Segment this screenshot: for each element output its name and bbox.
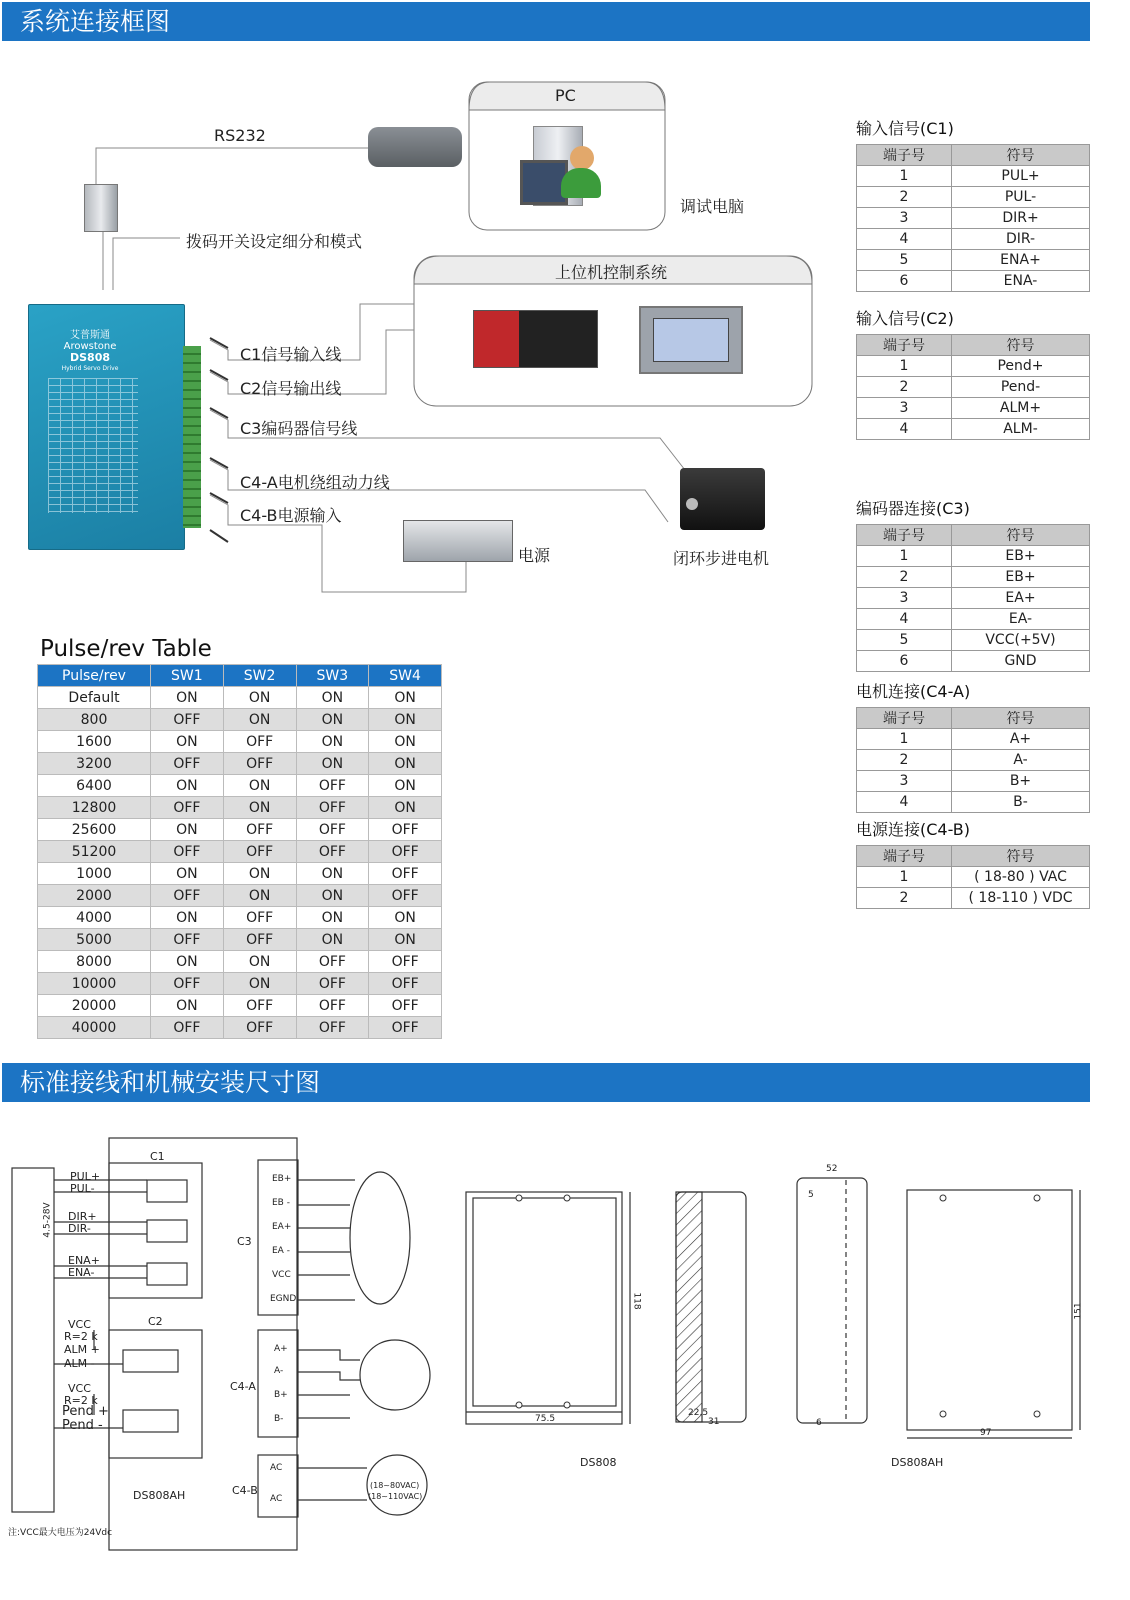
dim-w2: 22.5	[688, 1408, 709, 1418]
signal-table-cell: 5	[857, 630, 952, 651]
pulse-table-cell: 40000	[38, 1017, 151, 1039]
wiring-alm-p: ALM +	[64, 1343, 100, 1356]
pulse-table-cell: OFF	[223, 731, 296, 753]
dim-w1: 75.5	[535, 1414, 556, 1424]
pulse-table-cell: OFF	[151, 929, 224, 951]
signal-table-cell: 2	[857, 567, 952, 588]
signal-table-cell: 2	[857, 888, 952, 909]
wiring-voltage: 4.5-28V	[42, 1202, 53, 1238]
signal-table-header: 端子号	[857, 708, 952, 729]
wiring-b-n: B-	[274, 1414, 284, 1424]
pulse-table-cell: ON	[296, 687, 369, 709]
pulse-table-cell: OFF	[151, 841, 224, 863]
signal-table-cell: 2	[857, 187, 952, 208]
wiring-ac-2: AC	[270, 1494, 283, 1504]
pulse-table-cell: OFF	[151, 973, 224, 995]
pulse-table-cell: ON	[151, 819, 224, 841]
signal-table-cell: B+	[952, 771, 1090, 792]
pulse-table-cell: ON	[151, 775, 224, 797]
pulse-table-cell: OFF	[369, 1017, 442, 1039]
signal-table-cell: 1	[857, 356, 952, 377]
signal-table-cell: Pend-	[952, 377, 1090, 398]
wiring-c3: C3	[237, 1235, 252, 1248]
signal-table-cell: EB+	[952, 546, 1090, 567]
pulse-table-cell: OFF	[223, 841, 296, 863]
dip-switch-label: 拨码开关设定细分和模式	[186, 232, 363, 251]
pulse-table-col-header: SW1	[151, 665, 224, 687]
signal-table-cell: 3	[857, 208, 952, 229]
signal-table-title: 电机连接(C4-A)	[856, 682, 971, 701]
signal-table-cell: ( 18-110 ) VDC	[952, 888, 1090, 909]
ds808ah-caption: DS808AH	[891, 1456, 944, 1469]
signal-table-header: 端子号	[857, 846, 952, 867]
motor-label: 闭环步进电机	[673, 549, 770, 568]
pulse-table-title: Pulse/rev Table	[40, 636, 212, 662]
wiring-vcc-1: VCC	[68, 1318, 91, 1331]
pulse-table-cell: OFF	[369, 973, 442, 995]
c4b-label: C4-B电源输入	[240, 506, 342, 525]
dim-top52: 52	[826, 1164, 838, 1174]
pulse-table-cell: OFF	[223, 1017, 296, 1039]
pulse-table-col-header: SW4	[369, 665, 442, 687]
pulse-table-cell: OFF	[369, 951, 442, 973]
section-title-install: 标准接线和机械安装尺寸图	[2, 1063, 1090, 1102]
signal-table-cell: 1	[857, 867, 952, 888]
pulse-table-cell: OFF	[151, 709, 224, 731]
pulse-table-cell: 1000	[38, 863, 151, 885]
pulse-table-cell: ON	[296, 863, 369, 885]
signal-table-title: 编码器连接(C3)	[856, 499, 970, 518]
signal-table-title: 电源连接(C4-B)	[856, 820, 971, 839]
pulse-table-cell: ON	[223, 885, 296, 907]
pulse-table-cell: 2000	[38, 885, 151, 907]
pulse-table-cell: ON	[369, 731, 442, 753]
pulse-table-cell: ON	[369, 907, 442, 929]
pulse-table-cell: OFF	[296, 841, 369, 863]
wiring-dir-n: DIR-	[68, 1222, 91, 1235]
wiring-ena-n: ENA-	[68, 1266, 95, 1279]
c4a-label: C4-A电机绕组动力线	[240, 473, 390, 492]
signal-table-cell: PUL-	[952, 187, 1090, 208]
wiring-eb-p: EB+	[272, 1174, 292, 1184]
signal-table-header: 符号	[952, 525, 1090, 546]
signal-table-header: 端子号	[857, 525, 952, 546]
pulse-table-cell: OFF	[296, 819, 369, 841]
pulse-table-cell: OFF	[151, 753, 224, 775]
c2-label: C2信号输出线	[240, 379, 342, 398]
pulse-table-cell: 25600	[38, 819, 151, 841]
wiring-c1: C1	[150, 1150, 165, 1163]
pulse-table-cell: ON	[369, 797, 442, 819]
signal-table-cell: 1	[857, 546, 952, 567]
pulse-table-cell: OFF	[223, 995, 296, 1017]
wiring-egnd: EGND	[270, 1294, 297, 1304]
pulse-table-cell: OFF	[296, 775, 369, 797]
pulse-table-cell: ON	[369, 709, 442, 731]
wiring-c2: C2	[148, 1315, 163, 1328]
signal-table-cell: A-	[952, 750, 1090, 771]
dim-h1: 118	[631, 1292, 642, 1310]
pulse-table-cell: OFF	[369, 885, 442, 907]
signal-table-cell: ALM+	[952, 398, 1090, 419]
dim-m6: 6	[816, 1418, 822, 1428]
pulse-table-cell: 10000	[38, 973, 151, 995]
dim-m5: 5	[808, 1190, 814, 1200]
pulse-table-cell: 1600	[38, 731, 151, 753]
signal-table-cell: 1	[857, 166, 952, 187]
wiring-c4b: C4-B	[232, 1484, 258, 1497]
pulse-table-cell: ON	[223, 687, 296, 709]
pulse-table-cell: OFF	[151, 885, 224, 907]
pulse-table-cell: ON	[151, 907, 224, 929]
signal-table-cell: 6	[857, 651, 952, 672]
pulse-table-cell: OFF	[296, 995, 369, 1017]
wiring-ac-1: AC	[270, 1463, 283, 1473]
pulse-table-cell: ON	[223, 863, 296, 885]
pulse-table-cell: ON	[296, 885, 369, 907]
pulse-table-cell: ON	[151, 731, 224, 753]
wiring-pul-p: PUL+	[70, 1170, 101, 1183]
pulse-table-cell: ON	[223, 709, 296, 731]
pulse-table-cell: 4000	[38, 907, 151, 929]
pulse-table-cell: OFF	[151, 797, 224, 819]
host-box-title: 上位机控制系统	[555, 263, 668, 282]
signal-table-header: 符号	[952, 708, 1090, 729]
pulse-table-cell: OFF	[223, 907, 296, 929]
pulse-table-cell: 51200	[38, 841, 151, 863]
psu-label: 电源	[518, 546, 551, 565]
ds808-caption: DS808	[580, 1456, 617, 1469]
dim-h151: 151	[1073, 1302, 1084, 1320]
signal-table-cell: 1	[857, 729, 952, 750]
signal-table-cell: Pend+	[952, 356, 1090, 377]
wiring-vcc-2: VCC	[68, 1382, 91, 1395]
wiring-psu-range-1: (18~80VAC)	[370, 1481, 420, 1490]
dim-w97: 97	[980, 1428, 992, 1438]
wiring-r2k-2: R=2 k	[64, 1394, 98, 1407]
pulse-table-cell: OFF	[369, 863, 442, 885]
signal-table-cell: DIR+	[952, 208, 1090, 229]
signal-table-cell: DIR-	[952, 229, 1090, 250]
signal-table-title: 输入信号(C2)	[856, 309, 954, 328]
signal-table-cell: ENA+	[952, 250, 1090, 271]
pulse-table-cell: ON	[296, 709, 369, 731]
pulse-table-cell: ON	[369, 775, 442, 797]
signal-table-cell: 4	[857, 419, 952, 440]
pulse-table-cell: Default	[38, 687, 151, 709]
pulse-table-cell: ON	[296, 907, 369, 929]
pulse-table-cell: ON	[151, 951, 224, 973]
pulse-table-cell: OFF	[369, 841, 442, 863]
wiring-vcc-enc: VCC	[272, 1270, 291, 1280]
signal-table-header: 符号	[952, 846, 1090, 867]
wiring-pend-n: Pend -	[62, 1418, 103, 1433]
pulse-table-cell: 5000	[38, 929, 151, 951]
wiring-a-n: A-	[274, 1366, 284, 1376]
signal-table-cell: ENA-	[952, 271, 1090, 292]
pulse-table-cell: ON	[223, 973, 296, 995]
signal-table-cell: EA-	[952, 609, 1090, 630]
pulse-table-cell: ON	[223, 775, 296, 797]
wiring-ena-p: ENA+	[68, 1254, 100, 1267]
pulse-table-cell: ON	[223, 797, 296, 819]
dim-w3: 31	[708, 1417, 720, 1427]
wiring-model: DS808AH	[133, 1489, 186, 1502]
signal-table-header: 端子号	[857, 335, 952, 356]
pc-caption: 调试电脑	[680, 197, 745, 216]
signal-table-cell: 4	[857, 229, 952, 250]
pulse-table-cell: ON	[151, 687, 224, 709]
pulse-table-col-header: Pulse/rev	[38, 665, 151, 687]
wiring-pul-n: PUL-	[70, 1182, 95, 1195]
signal-table-cell: VCC(+5V)	[952, 630, 1090, 651]
pc-box-title: PC	[555, 86, 576, 105]
c3-label: C3编码器信号线	[240, 419, 358, 438]
pulse-table-cell: 800	[38, 709, 151, 731]
pulse-table-cell: OFF	[223, 929, 296, 951]
pulse-table-cell: OFF	[369, 995, 442, 1017]
signal-table-cell: 6	[857, 271, 952, 292]
c1-label: C1信号输入线	[240, 345, 342, 364]
pulse-table-cell: 12800	[38, 797, 151, 819]
signal-table-cell: 2	[857, 377, 952, 398]
pulse-table-cell: ON	[369, 753, 442, 775]
wiring-ea-p: EA+	[272, 1222, 292, 1232]
wiring-c4a: C4-A	[230, 1380, 256, 1393]
signal-table-cell: 3	[857, 588, 952, 609]
wiring-b-p: B+	[274, 1390, 288, 1400]
pulse-table-cell: 20000	[38, 995, 151, 1017]
pulse-table-cell: 8000	[38, 951, 151, 973]
pulse-table-cell: OFF	[223, 819, 296, 841]
pulse-table-cell: 6400	[38, 775, 151, 797]
wiring-r2k-1: R=2 k	[64, 1330, 98, 1343]
pulse-table-cell: ON	[296, 929, 369, 951]
signal-table-header: 符号	[952, 335, 1090, 356]
signal-table-header: 端子号	[857, 145, 952, 166]
pulse-table-cell: ON	[369, 929, 442, 951]
pulse-table-cell: OFF	[296, 951, 369, 973]
pulse-table-cell: ON	[151, 995, 224, 1017]
section-title-system: 系统连接框图	[2, 2, 1090, 41]
signal-table-cell: ( 18-80 ) VAC	[952, 867, 1090, 888]
signal-table-cell: 3	[857, 771, 952, 792]
wiring-eb-n: EB -	[272, 1198, 290, 1208]
pulse-table-cell: OFF	[151, 1017, 224, 1039]
signal-table-cell: 4	[857, 609, 952, 630]
pulse-table-cell: OFF	[296, 973, 369, 995]
driver-label: 艾普斯通 Arowstone DS808 Hybrid Servo Drive	[61, 330, 119, 372]
signal-table-cell: GND	[952, 651, 1090, 672]
pulse-table-cell: ON	[296, 753, 369, 775]
wiring-a-p: A+	[274, 1344, 288, 1354]
signal-table-cell: 3	[857, 398, 952, 419]
pulse-table-cell: ON	[223, 951, 296, 973]
signal-table-cell: 2	[857, 750, 952, 771]
pulse-table-cell: OFF	[296, 1017, 369, 1039]
rs232-label: RS232	[214, 126, 266, 145]
pulse-table-cell: OFF	[223, 753, 296, 775]
wiring-psu-range-2: (18~110VAC)	[368, 1492, 423, 1501]
signal-table-title: 输入信号(C1)	[856, 119, 954, 138]
pulse-table-cell: OFF	[369, 819, 442, 841]
wiring-note: 注:VCC最大电压为24Vdc	[8, 1528, 113, 1538]
signal-table-cell: PUL+	[952, 166, 1090, 187]
wiring-ea-n: EA -	[272, 1246, 290, 1256]
pulse-table-cell: ON	[151, 863, 224, 885]
pulse-table-col-header: SW2	[223, 665, 296, 687]
signal-table-cell: ALM-	[952, 419, 1090, 440]
signal-table-cell: 4	[857, 792, 952, 813]
pulse-table-cell: ON	[369, 687, 442, 709]
signal-table-cell: EA+	[952, 588, 1090, 609]
signal-table-cell: A+	[952, 729, 1090, 750]
signal-table-cell: B-	[952, 792, 1090, 813]
pulse-table-cell: ON	[296, 731, 369, 753]
signal-table-header: 符号	[952, 145, 1090, 166]
signal-table-cell: EB+	[952, 567, 1090, 588]
pulse-table-cell: 3200	[38, 753, 151, 775]
wiring-pend-p: Pend +	[62, 1404, 109, 1419]
wiring-dir-p: DIR+	[68, 1210, 97, 1223]
wiring-alm-n: ALM -	[64, 1357, 95, 1370]
pulse-table-cell: OFF	[296, 797, 369, 819]
signal-table-cell: 5	[857, 250, 952, 271]
pulse-table-col-header: SW3	[296, 665, 369, 687]
